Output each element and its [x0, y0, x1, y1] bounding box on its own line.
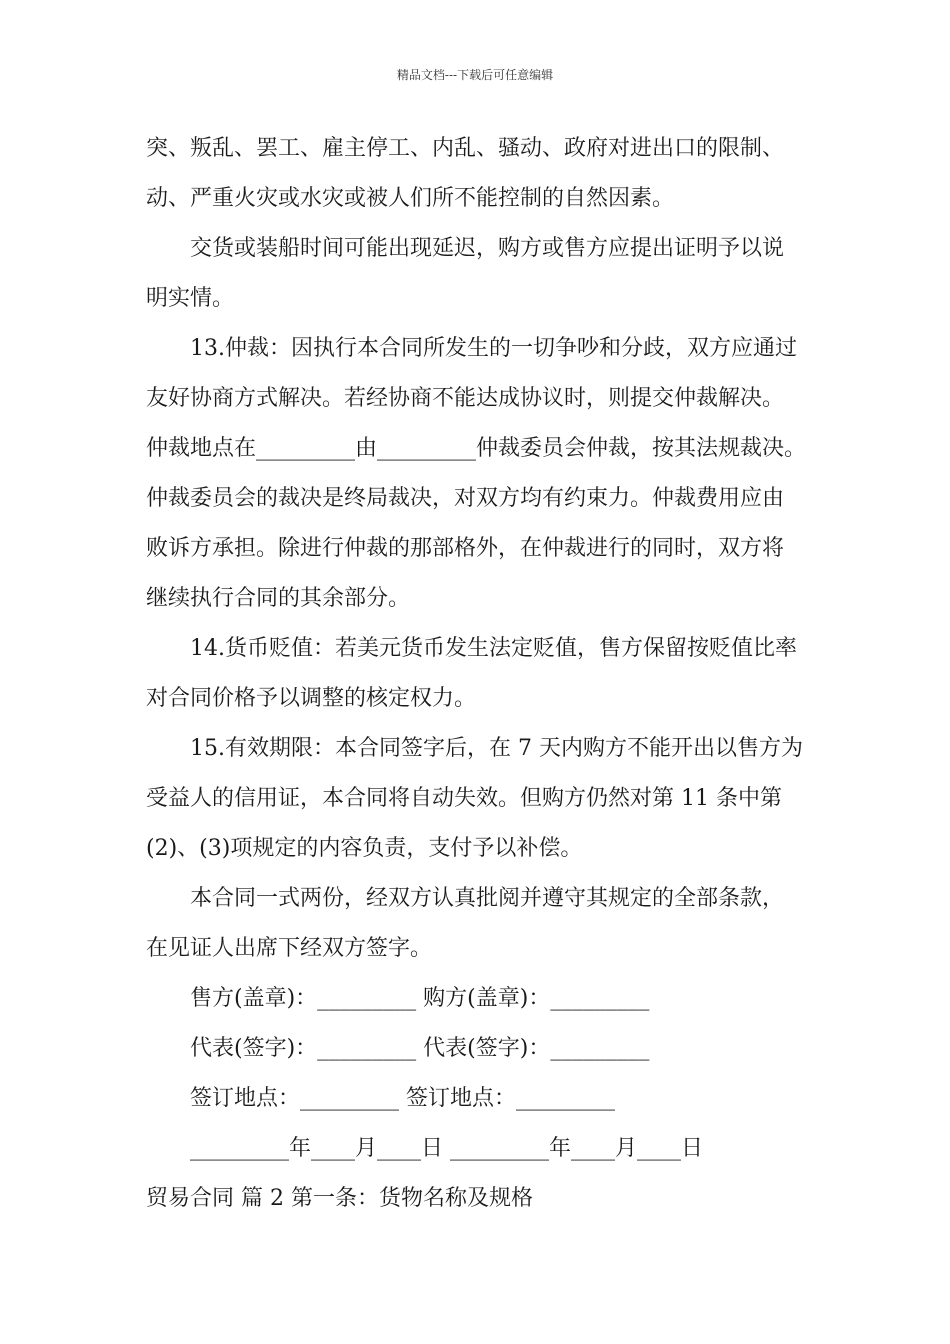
signing-date-line: _________年____月____日 _________年____月____日 [190, 1136, 703, 1161]
text-line: 仲裁地点在_________由_________仲裁委员会仲裁，按其法规裁决。 [146, 436, 807, 461]
text-line: 交货或装船时间可能出现延迟，购方或售方应提出证明予以说 [190, 236, 785, 261]
text-line: 败诉方承担。除进行仲裁的那部格外，在仲裁进行的同时，双方将 [146, 536, 785, 561]
page-header: 精品文档---下载后可任意编辑 [396, 68, 554, 82]
signature-seal-line: 售方(盖章)：_________ 购方(盖章)：_________ [190, 986, 650, 1011]
clause-15-title: 15.有效期限：本合同签字后，在 7 天内购方不能开出以售方为 [190, 736, 803, 761]
signing-place-line: 签订地点：_________ 签订地点：_________ [190, 1086, 615, 1111]
signature-rep-line: 代表(签字)：_________ 代表(签字)：_________ [190, 1036, 650, 1061]
text-line: 对合同价格予以调整的核定权力。 [146, 686, 477, 711]
text-line: 继续执行合同的其余部分。 [146, 586, 411, 611]
clause-14-title: 14.货币贬值：若美元货币发生法定贬值，售方保留按贬值比率 [190, 636, 797, 661]
document-body [146, 132, 826, 1232]
text-line: 友好协商方式解决。若经协商不能达成协议时，则提交仲裁解决。 [146, 386, 785, 411]
text-line: 在见证人出席下经双方签字。 [146, 936, 433, 961]
text-line: 突、叛乱、罢工、雇主停工、内乱、骚动、政府对进出口的限制、 [146, 136, 785, 161]
section-heading: 贸易合同 篇 2 第一条：货物名称及规格 [146, 1186, 533, 1211]
text-line: 受益人的信用证，本合同将自动失效。但购方仍然对第 11 条中第 [146, 786, 782, 811]
clause-13-title: 13.仲裁：因执行本合同所发生的一切争吵和分歧，双方应通过 [190, 336, 797, 361]
text-line: 明实情。 [146, 286, 235, 311]
text-line: 本合同一式两份，经双方认真批阅并遵守其规定的全部条款， [190, 886, 785, 911]
text-line: 动、严重火灾或水灾或被人们所不能控制的自然因素。 [146, 186, 675, 211]
text-line: 仲裁委员会的裁决是终局裁决，对双方均有约束力。仲裁费用应由 [146, 486, 785, 511]
text-line: (2)、(3)项规定的内容负责，支付予以补偿。 [146, 836, 583, 861]
